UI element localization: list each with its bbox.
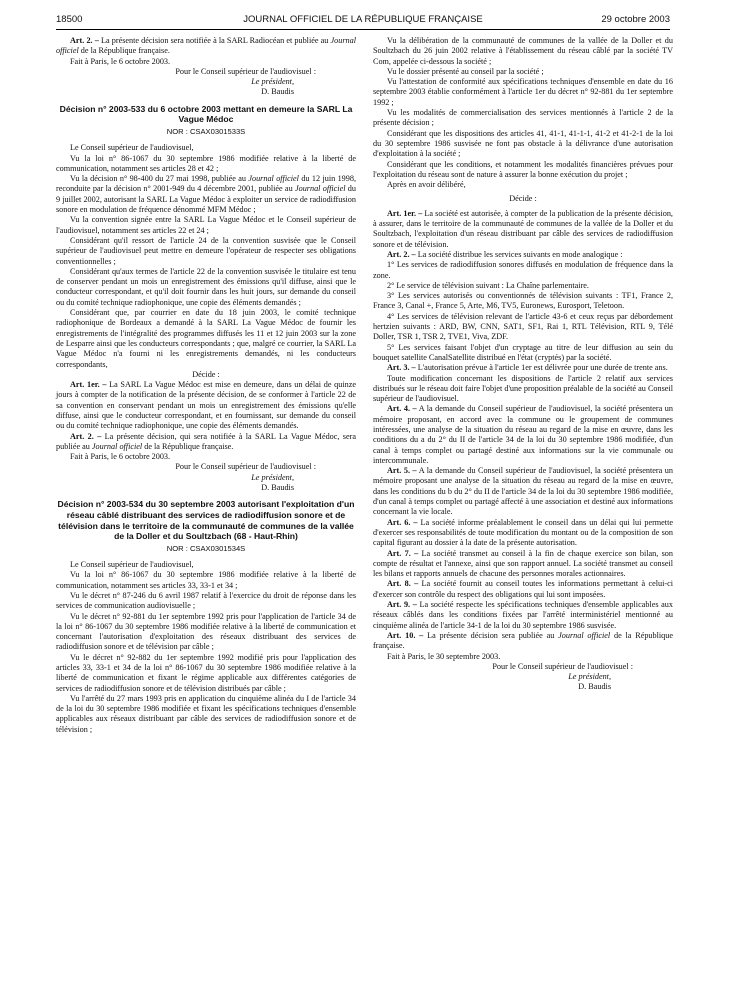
- paragraph: Fait à Paris, le 6 octobre 2003.: [70, 452, 171, 462]
- decision-title: Décision n° 2003-533 du 6 octobre 2003 mettant en demeure la SARL La Vague Médoc: [59, 103, 353, 125]
- signature-line: Pour le Conseil supérieur de l'audiovisuel :: [175, 66, 316, 76]
- signature-title: Le président,: [251, 77, 294, 87]
- article: Art. 3. – L'autorisation prévue à l'article 1er est délivrée pour une durée de trente ans.: [387, 363, 668, 373]
- signature-line: Pour le Conseil supérieur de l'audiovisuel :: [492, 661, 633, 671]
- article: Art. 10. – La présente décision sera publiée au Journal officiel de la République française.: [373, 630, 673, 651]
- paragraph: Considérant que, par courrier en date du 18 juin 2003, le comité technique radiophonique de Bordeaux a demandé à la SARL La Vague Médoc de fournir les enregistrements de l'intégralité des programmes diffusés les 11 et 12 juin 2003 sur la zone de Lesparre ainsi que les conducteurs correspondants ; que, malgré ce courrier, la SARL La Vague Médoc n'a fourni ni les enregistrements demandés, ni les conducteurs correspondants,: [56, 308, 356, 369]
- nor-reference: NOR : CSAX0301534S: [166, 543, 246, 553]
- nor-reference: NOR : CSAX0301533S: [166, 126, 246, 136]
- article: Art. 2. – La présente décision, qui sera notifiée à la SARL La Vague Médoc, sera publiée au Journal officiel de la République française.: [56, 431, 356, 451]
- decide-heading: Décide :: [509, 194, 537, 204]
- paragraph: Toute modification concernant les dispositions de l'article 2 relatif aux services distribués sur le réseau doit faire l'objet d'une proposition préalable de la société au Conseil supérieur de l'audiovisuel.: [373, 373, 673, 404]
- signature-title: Le président,: [568, 672, 611, 682]
- header-rule: [56, 29, 670, 30]
- paragraph: Vu le décret n° 92-882 du 1er septembre 1992 modifié pris pour l'application des articles 33, 33-1 et 34 de la loi n° 86-1067 du 30 septembre 1986 modifiée relative à la liberté de communication et fixant le régime applicable aux différentes catégories de services de radiodiffusion sonore et de télévision distribués par câble ;: [56, 652, 356, 693]
- article: Art. 1er. – La SARL La Vague Médoc est mise en demeure, dans un délai de quinze jours à compter de la notification de la présente décision, de se conformer à l'article 22 de sa convention en conservant pendant un mois un enregistrement des émissions qu'elle diffuse, ainsi que le conducteur correspondant, et en fournissant, sur demande du conseil ou du comité technique radiophonique, une copie des éléments demandés.: [56, 380, 356, 431]
- article: Art. 1er. – La société est autorisée, à compter de la publication de la présente décision, à assurer, dans le territoire de la communauté de communes de la vallée de la Doller et du Soultzbach, l'exploitation d'un réseau distribuant par câble des services de radiodiffusion sonore et de télévision.: [373, 208, 673, 249]
- signature-name: D. Baudis: [261, 483, 294, 493]
- list-item: 5° Les services faisant l'objet d'un cryptage au titre de leur diffusion au sein du bouquet satellite CanalSatellite distribué en l'état (cryptés) par la société.: [373, 342, 673, 362]
- paragraph: Vu la convention signée entre la SARL La Vague Médoc et le Conseil supérieur de l'audiovisuel, notamment ses articles 22 et 24 ;: [56, 215, 356, 235]
- paragraph: Fait à Paris, le 30 septembre 2003.: [387, 651, 501, 661]
- decide-heading: Décide :: [192, 369, 220, 379]
- paragraph: Fait à Paris, le 6 octobre 2003.: [70, 56, 171, 66]
- paragraph: Vu le décret n° 92-881 du 1er septembre 1992 pris pour l'application de l'article 34 de la loi n° 86-1067 du 30 septembre 1986 modifiée relative à la liberté de communication et concernant l'autorisation d'exploitation des réseaux distribuant des services de radiodiffusion sonore et de télévision par câble ;: [56, 611, 356, 652]
- left-column: [56, 36, 356, 735]
- list-item: 1° Les services de radiodiffusion sonores diffusés en modulation de fréquence dans la zone.: [373, 260, 673, 280]
- article: Art. 7. – La société transmet au conseil à la fin de chaque exercice son bilan, son compte de résultat et l'annexe, ainsi que son rapport annuel. La société transmet au conseil les bilans et rapports annuels de chacune des personnes morales actionnaires.: [373, 548, 673, 579]
- paragraph: Le Conseil supérieur de l'audiovisuel,: [70, 560, 194, 570]
- paragraph: Considérant que les conditions, et notamment les modalités financières prévues pour l'exploitation du réseau sont de nature à assurer la bonne exécution du projet ;: [373, 159, 673, 179]
- paragraph: Vu la délibération de la communauté de communes de la vallée de la Doller et du Soultzbach du 26 juin 2002 relative à l'établissement du réseau câblé par la société TV Com, appelée ci-dessous la société ;: [373, 36, 673, 66]
- list-item: 3° Les services autorisés ou conventionnés de télévision suivants : TF1, France 2, France 3, Canal +, France 5, Arte, M6, TV5, Euronews, Eurosport, Teletoon.: [373, 291, 673, 311]
- paragraph: Considérant qu'aux termes de l'article 22 de la convention susvisée le titulaire est tenu de conserver pendant un mois un enregistrement des émissions qu'il diffuse, ainsi que le conducteur correspondant, et qu'il doit fournir dans les huit jours, sur demande du conseil ou du comité technique radiophonique, une copie des éléments demandés ;: [56, 266, 356, 307]
- paragraph: Vu la décision n° 98-400 du 27 mai 1998, publiée au Journal officiel du 12 juin 1998, reconduite par la décision n° 2001-949 du 4 décembre 2001, publiée au Journal officiel du 9 juillet 2002, autorisant la SARL La Vague Médoc à exploiter un service de radiodiffusion sonore en modulation de fréquence dénommé MFM Médoc ;: [56, 174, 356, 215]
- paragraph: Après en avoir délibéré,: [387, 180, 466, 190]
- article: Art. 8. – La société fournit au conseil toutes les informations permettant à celui-ci d'exercer son contrôle du respect des obligations qui lui sont imposées.: [373, 579, 673, 599]
- paragraph: Vu le dossier présenté au conseil par la société ;: [387, 66, 544, 76]
- signature-name: D. Baudis: [578, 682, 611, 692]
- paragraph: Vu le décret n° 87-246 du 6 avril 1987 relatif à l'exercice du droit de réponse dans les services de communication audiovisuelle ;: [56, 590, 356, 611]
- page-header: [56, 14, 670, 28]
- article: Art. 6. – La société informe préalablement le conseil dans un délai qui lui permette d'exercer ses responsabilités de toute modification du montant ou de la composition de son capital figurant au dossier à la date de la présente autorisation.: [373, 517, 673, 548]
- paragraph: Considérant qu'il ressort de l'article 24 de la convention susvisée que le Conseil supérieur de l'audiovisuel peut mettre en demeure l'opérateur de respecter ses obligations conventionnelles ;: [56, 235, 356, 266]
- article: Art. 9. – La société respecte les spécifications techniques d'ensemble applicables aux réseaux câblés dans les conditions fixées par l'arrêté interministériel mentionné au cinquième alinéa de l'article 34-1 de la loi du 30 septembre 1986 susvisée.: [373, 600, 673, 630]
- issue-date: 29 octobre 2003: [601, 14, 670, 25]
- signature-line: Pour le Conseil supérieur de l'audiovisuel :: [175, 462, 316, 472]
- paragraph: Art. 2. – La présente décision sera notifiée à la SARL Radiocéan et publiée au Journal officiel de la République française.: [56, 36, 356, 56]
- paragraph: Vu les modalités de commercialisation des services mentionnés à l'article 2 de la présente décision ;: [373, 108, 673, 128]
- list-item: 2° Le service de télévision suivant : La Chaîne parlementaire.: [387, 280, 589, 290]
- right-column: [373, 36, 673, 693]
- paragraph: Vu la loi n° 86-1067 du 30 septembre 1986 modifiée relative à la liberté de communication, notamment ses articles 33, 33-1 et 34 ;: [56, 570, 356, 590]
- paragraph: Vu l'attestation de conformité aux spécifications techniques d'ensemble en date du 16 septembre 2003 établie conformément à l'article 1er du décret n° 92-881 du 1er septembre 1992 ;: [373, 77, 673, 107]
- paragraph: Considérant que les dispositions des articles 41, 41-1, 41-1-1, 41-2 et 41-2-1 de la loi du 30 septembre 1986 susvisée ne font pas obstacle à la délivrance d'une autorisation d'exploitation à la société ;: [373, 128, 673, 159]
- paragraph: Vu l'arrêté du 27 mars 1993 pris en application du cinquième alinéa du I de l'article 34 de la loi du 30 septembre 1986 modifiée et fixant les spécifications techniques d'ensemble applicables aux réseaux distribuant par câble des services de radiodiffusion sonore et de télévision ;: [56, 693, 356, 734]
- decision-title: Décision n° 2003-534 du 30 septembre 2003 autorisant l'exploitation d'un réseau câblé distribuant des services de radiodiffusion sonore et de télévision dans le territoire de la communauté de communes de la vallée de la Doller et du Soultzbach (68 - Haut-Rhin): [57, 499, 355, 542]
- paragraph: Le Conseil supérieur de l'audiovisuel,: [70, 143, 194, 153]
- article: Art. 5. – A la demande du Conseil supérieur de l'audiovisuel, la société présentera un mémoire proposant une analyse de la situation du réseau au regard de la mise en œuvre, dans les conditions du b du 2° du II de l'article 34 de la loi du 30 septembre 1986 modifiée, d'un canal à temps complet ou partagé affecté à une association et destiné aux informations concernant la vie locale.: [373, 466, 673, 517]
- signature-title: Le président,: [251, 472, 294, 482]
- page-number: 18500: [56, 14, 83, 25]
- signature-name: D. Baudis: [261, 87, 294, 97]
- journal-title: JOURNAL OFFICIEL DE LA RÉPUBLIQUE FRANÇAISE: [243, 14, 483, 25]
- article: Art. 2. – La société distribue les services suivants en mode analogique :: [387, 249, 623, 259]
- paragraph: Vu la loi n° 86-1067 du 30 septembre 1986 modifiée relative à la liberté de communication, notamment ses articles 28 et 42 ;: [56, 153, 356, 173]
- article: Art. 4. – A la demande du Conseil supérieur de l'audiovisuel, la société présentera un mémoire proposant, en accord avec la commune ou le groupement de communes intéressées, une analyse de la situation du réseau au regard de la mise en œuvre, dans les conditions du a du 2° du II de l'article 34 de la loi du 30 septembre 1986 modifiée, d'un canal à temps complet ou partagé destiné aux informations sur la vie communale ou intercommunale.: [373, 404, 673, 465]
- list-item: 4° Les services de télévision relevant de l'article 43-6 et ceux reçus par débordement hertzien suivants : ARD, BW, CNN, SAT1, SF1, Rai 1, RTL Télévision, RTL 9, Télé Doller, TSR 1, TSR 2, TVE1, Viva, ZDF.: [373, 311, 673, 342]
